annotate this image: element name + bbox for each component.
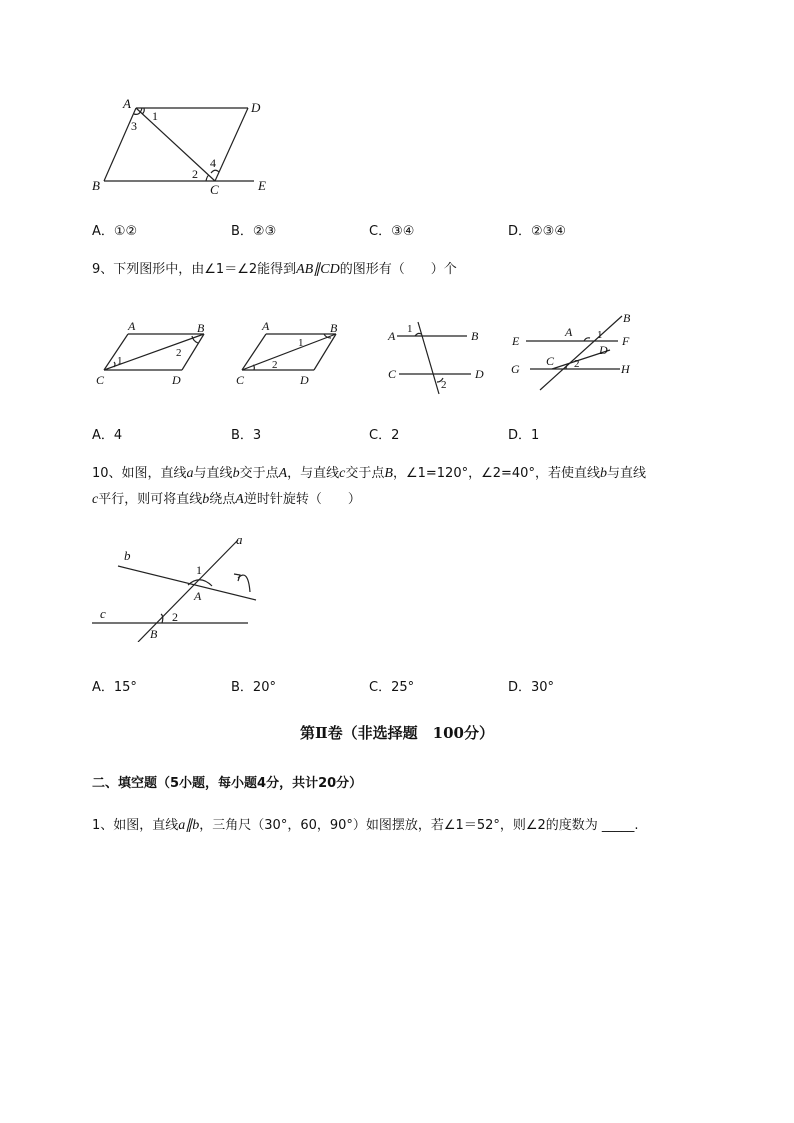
q9f3-label-d: D [475, 367, 484, 381]
q10-text: ，∠1=120°，∠2=40°，若使直线 [392, 466, 600, 481]
q9f4-label-d: D [599, 343, 608, 357]
q8-option-d[interactable]: D．②③④ [508, 224, 566, 239]
q9f2-label-a: A [262, 319, 270, 333]
q8-line-ac [136, 108, 215, 181]
q9f3-label-c: C [388, 367, 397, 381]
q9f2-angle-2: 2 [272, 359, 278, 371]
q10-math: a [186, 466, 194, 481]
q10-angle-2: 2 [172, 610, 178, 624]
q10-label-a-line: a [236, 532, 243, 547]
q10-option-a[interactable]: A．15° [92, 680, 137, 695]
q10-label-a-point: A [194, 589, 202, 603]
q10-option-c[interactable]: C．25° [369, 680, 415, 695]
q10-label-b-line: b [124, 548, 131, 563]
q10-rotate-arrow [238, 575, 250, 592]
fill1-suffix: ，三角尺（30°，60，90°）如图摆放，若∠1＝52°，则∠2的度数为 _____. [199, 818, 639, 833]
q8-figure [88, 96, 278, 198]
q9-figure-2 [232, 318, 352, 390]
q9-figure-4 [508, 308, 640, 396]
q9f2-label-c: C [236, 373, 245, 387]
q9f1-label-c: C [96, 373, 105, 387]
q9f1-angle-2: 2 [176, 347, 182, 359]
q10-text: 10、如图，直线 [92, 466, 187, 481]
q8-angle-4: 4 [210, 156, 216, 170]
q9f4-label-f: F [622, 334, 630, 348]
q8-label-d: D [251, 100, 261, 115]
q10-text: 与直线 [193, 466, 233, 481]
q10-math: b [232, 466, 240, 481]
q8-option-a[interactable]: A．①② [92, 224, 138, 239]
q9-stem-math: AB∥CD [296, 262, 340, 277]
section-fill-in-title: 二、填空题（5小题，每小题4分，共计20分） [92, 776, 363, 791]
q9-option-c[interactable]: C．2 [369, 428, 400, 443]
q10-figure [88, 530, 268, 642]
q8-angle-1: 1 [152, 109, 158, 123]
q10-text: ，与直线 [287, 466, 340, 481]
q10-math: B [384, 466, 393, 481]
q10-text: 交于点 [345, 466, 385, 481]
q10-math: c [92, 492, 99, 507]
q9-stem-suffix: 的图形有（ ）个 [339, 262, 457, 277]
q9-stem [92, 260, 457, 280]
q10-label-c-line: c [100, 606, 106, 621]
q8-angle-2: 2 [192, 167, 198, 181]
q9f3-angle-2: 2 [441, 379, 447, 391]
q9-figure-1 [92, 318, 222, 390]
q10-stem-line-1 [92, 464, 646, 484]
q10-math: A [235, 492, 244, 507]
q9f4-label-e: E [512, 334, 520, 348]
q9f4-label-c: C [546, 354, 555, 368]
q9f1-label-d: D [172, 373, 181, 387]
q10-text: 与直线 [606, 466, 646, 481]
q10-text: 逆时针旋转（ ） [243, 492, 361, 507]
q10-math: A [278, 466, 288, 481]
q10-text: 绕点 [209, 492, 236, 507]
q8-angle-arc-4 [211, 170, 219, 173]
q8-angle-3: 3 [131, 119, 137, 133]
q9f4-label-g: G [511, 362, 520, 376]
q9f2-label-b: B [330, 321, 338, 335]
q9f1-label-a: A [128, 319, 136, 333]
q8-label-e: E [258, 178, 266, 193]
q10-text: 交于点 [239, 466, 279, 481]
q8-angle-arc-2 [206, 175, 209, 181]
q9-stem-prefix: 9、下列图形中，由∠1＝∠2能得到 [92, 262, 297, 277]
q10-stem-line-2 [92, 490, 361, 510]
q9f1-angle-1: 1 [117, 355, 123, 367]
q8-label-b: B [92, 178, 100, 193]
q9-option-a[interactable]: A．4 [92, 428, 123, 443]
q10-math: c [339, 466, 346, 481]
q10-option-d[interactable]: D．30° [508, 680, 555, 695]
fill1-math: a∥b [178, 818, 200, 833]
q8-label-c: C [210, 182, 219, 197]
q9f2-label-d: D [300, 373, 309, 387]
q10-math: b [599, 466, 607, 481]
q9f4-label-h: H [621, 362, 630, 376]
q8-label-a: A [123, 96, 131, 111]
fill-question-1 [92, 816, 639, 836]
q9f4-angle-2: 2 [574, 358, 580, 370]
fill1-prefix: 1、如图，直线 [92, 818, 179, 833]
q9f2-angle-1: 1 [298, 337, 304, 349]
q10-text: 平行，则可将直线 [98, 492, 203, 507]
q10-label-b-point: B [150, 627, 158, 641]
q10-option-b[interactable]: B．20° [231, 680, 276, 695]
q9f1-label-b: B [197, 321, 205, 335]
q9f4-angle-1: 1 [597, 329, 603, 341]
q8-option-c[interactable]: C．③④ [369, 224, 415, 239]
q9-option-d[interactable]: D．1 [508, 428, 540, 443]
part2-title: 第Ⅱ卷（非选择题 100分） [300, 724, 494, 742]
q10-math: b [202, 492, 210, 507]
q10-line-b [118, 566, 256, 600]
q9f3-angle-1: 1 [407, 323, 413, 335]
q9f4-label-a: A [565, 325, 573, 339]
q9f4-label-b: B [623, 311, 631, 325]
q9-figure-3 [385, 316, 495, 396]
q9f3-label-a: A [388, 329, 396, 343]
q9-option-b[interactable]: B．3 [231, 428, 262, 443]
q8-option-b[interactable]: B．②③ [231, 224, 277, 239]
q10-angle-arc-1 [188, 580, 212, 586]
q9f3-label-b: B [471, 329, 479, 343]
q8-line-dc [215, 108, 248, 181]
q10-angle-1: 1 [196, 563, 202, 577]
